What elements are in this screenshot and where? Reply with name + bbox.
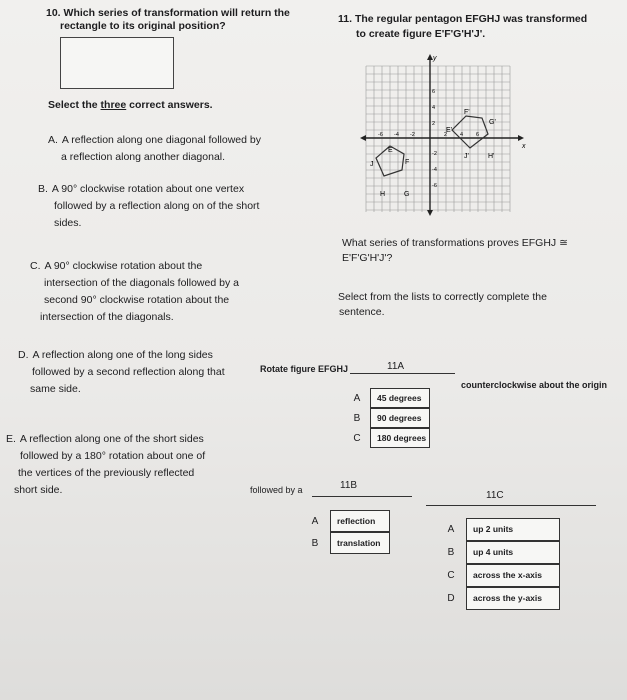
dropdown-11c-line[interactable] xyxy=(426,504,596,506)
list-11a xyxy=(350,388,430,448)
q11-question-line2: E'F'G'H'J'? xyxy=(342,252,393,264)
q10-select-emph: three xyxy=(100,99,127,111)
choice-11b-a[interactable] xyxy=(308,510,390,532)
point-label: F xyxy=(405,159,410,166)
tick-label: 6 xyxy=(432,89,436,95)
tick-label: -4 xyxy=(394,132,399,138)
choice-11c-b[interactable] xyxy=(444,541,560,564)
choice-letter: A xyxy=(311,515,319,527)
tick-label: 2 xyxy=(444,132,448,138)
option-letter: C. xyxy=(30,260,41,272)
q11-instruction xyxy=(338,290,547,320)
choice-letter: A xyxy=(447,524,455,535)
tick-label: -4 xyxy=(432,167,437,173)
option-line: second 90° clockwise rotation about the xyxy=(44,294,230,306)
point-label: J' xyxy=(464,153,469,160)
rectangle-figure xyxy=(60,37,174,89)
option-line: followed by a second reflection along that xyxy=(32,366,225,378)
q10-option-b[interactable] xyxy=(38,181,259,232)
tick-label: 4 xyxy=(460,132,464,138)
dropdown-11c-label: 11C xyxy=(486,490,504,501)
choice-11b-b[interactable] xyxy=(308,532,390,554)
choice-letter: B xyxy=(353,412,361,424)
q10-select-pre: Select the xyxy=(48,99,101,111)
x-axis-label: x xyxy=(522,143,526,150)
q10-select-instruction xyxy=(48,98,213,113)
q10-prompt-line1: Which series of transformation will return the xyxy=(63,7,290,19)
option-line: same side. xyxy=(30,383,81,395)
list-11b xyxy=(308,510,390,554)
tick-label: 4 xyxy=(432,105,436,111)
option-line: followed by a reflection along on of the short xyxy=(54,200,260,212)
option-line: sides. xyxy=(54,217,82,229)
option-line: A reflection along one of the short sides xyxy=(19,433,204,445)
q11-instruction-line2: sentence. xyxy=(339,306,385,318)
option-line: A reflection along one of the long sides xyxy=(32,349,213,361)
choice-letter: C xyxy=(353,432,361,444)
q10-option-c[interactable] xyxy=(30,258,239,326)
point-label: F' xyxy=(464,109,470,116)
choice-text: reflection xyxy=(330,510,390,532)
q11-prompt-line1: The regular pentagon EFGHJ was transformed xyxy=(354,13,588,25)
choice-letter: D xyxy=(447,593,455,604)
q11-question-line1: What series of transformations proves EFGHJ ≅ xyxy=(342,237,568,249)
point-label: E xyxy=(388,147,393,154)
option-line: the vertices of the previously reflected xyxy=(18,467,195,479)
q11-instruction-line1: Select from the lists to correctly complete the xyxy=(338,291,547,303)
choice-11a-a[interactable] xyxy=(350,388,430,408)
sentence-end: counterclockwise about the origin xyxy=(461,380,608,390)
choice-text: 90 degrees xyxy=(370,408,430,428)
q10-option-d[interactable] xyxy=(18,347,225,398)
option-line: intersection of the diagonals. xyxy=(40,311,174,323)
option-letter: E. xyxy=(6,433,16,445)
choice-text: up 2 units xyxy=(466,518,560,541)
option-line: A 90° clockwise rotation about the xyxy=(44,260,203,272)
sentence-start: Rotate figure EFGHJ xyxy=(260,364,349,374)
choice-text: 180 degrees xyxy=(370,428,430,448)
option-line: followed by a 180° rotation about one of xyxy=(20,450,206,462)
q10-number-text: 10. xyxy=(46,7,61,19)
point-label: H' xyxy=(488,153,495,160)
y-axis-label: y xyxy=(433,55,437,62)
option-line: A 90° clockwise rotation about one vertex xyxy=(51,183,245,195)
q10-prompt-line2: rectangle to its original position? xyxy=(60,20,226,32)
q11-prompt xyxy=(338,12,587,27)
sentence-mid: followed by a xyxy=(250,485,303,495)
point-label: E' xyxy=(446,127,453,134)
q10-option-e[interactable] xyxy=(6,431,205,499)
choice-text: up 4 units xyxy=(466,541,560,564)
choice-text: translation xyxy=(330,532,390,554)
choice-letter: B xyxy=(311,537,319,549)
choice-letter: C xyxy=(447,570,455,581)
tick-label: -6 xyxy=(378,132,383,138)
choice-11a-b[interactable] xyxy=(350,408,430,428)
point-label: H xyxy=(380,191,386,198)
choice-text: across the y-axis xyxy=(466,587,560,610)
option-line: a reflection along another diagonal. xyxy=(61,151,226,163)
point-label: G xyxy=(404,191,410,198)
tick-label: 2 xyxy=(432,121,436,127)
option-letter: A. xyxy=(48,134,58,146)
option-letter: B. xyxy=(38,183,48,195)
option-letter: D. xyxy=(18,349,29,361)
coordinate-grid xyxy=(360,52,530,217)
tick-label: -2 xyxy=(410,132,415,138)
point-label: G' xyxy=(489,119,496,126)
option-line: intersection of the diagonals followed by a xyxy=(44,277,239,289)
dropdown-11b-label: 11B xyxy=(340,480,358,491)
q11-question xyxy=(342,236,568,266)
dropdown-11b-line[interactable] xyxy=(312,495,412,497)
choice-text: across the x-axis xyxy=(466,564,560,587)
choice-11c-d[interactable] xyxy=(444,587,560,610)
q10-select-post: correct answers. xyxy=(126,99,213,111)
tick-label: -6 xyxy=(432,183,437,189)
dropdown-11a-line[interactable] xyxy=(350,372,455,374)
list-11c xyxy=(444,518,560,610)
point-label: J xyxy=(370,161,374,168)
option-line: A reflection along one diagonal followed by xyxy=(61,134,261,146)
choice-letter: B xyxy=(447,547,455,558)
choice-letter: A xyxy=(353,392,361,404)
choice-11c-c[interactable] xyxy=(444,564,560,587)
choice-text: 45 degrees xyxy=(370,388,430,408)
choice-11c-a[interactable] xyxy=(444,518,560,541)
tick-label: 6 xyxy=(476,132,480,138)
option-line: short side. xyxy=(14,484,63,496)
q10-option-a[interactable] xyxy=(48,132,261,166)
tick-label: -2 xyxy=(432,151,437,157)
dropdown-11a-label: 11A xyxy=(387,361,405,372)
q11-number: 11. xyxy=(338,13,353,25)
q11-prompt-line2: to create figure E'F'G'H'J'. xyxy=(356,28,486,40)
choice-11a-c[interactable] xyxy=(350,428,430,448)
